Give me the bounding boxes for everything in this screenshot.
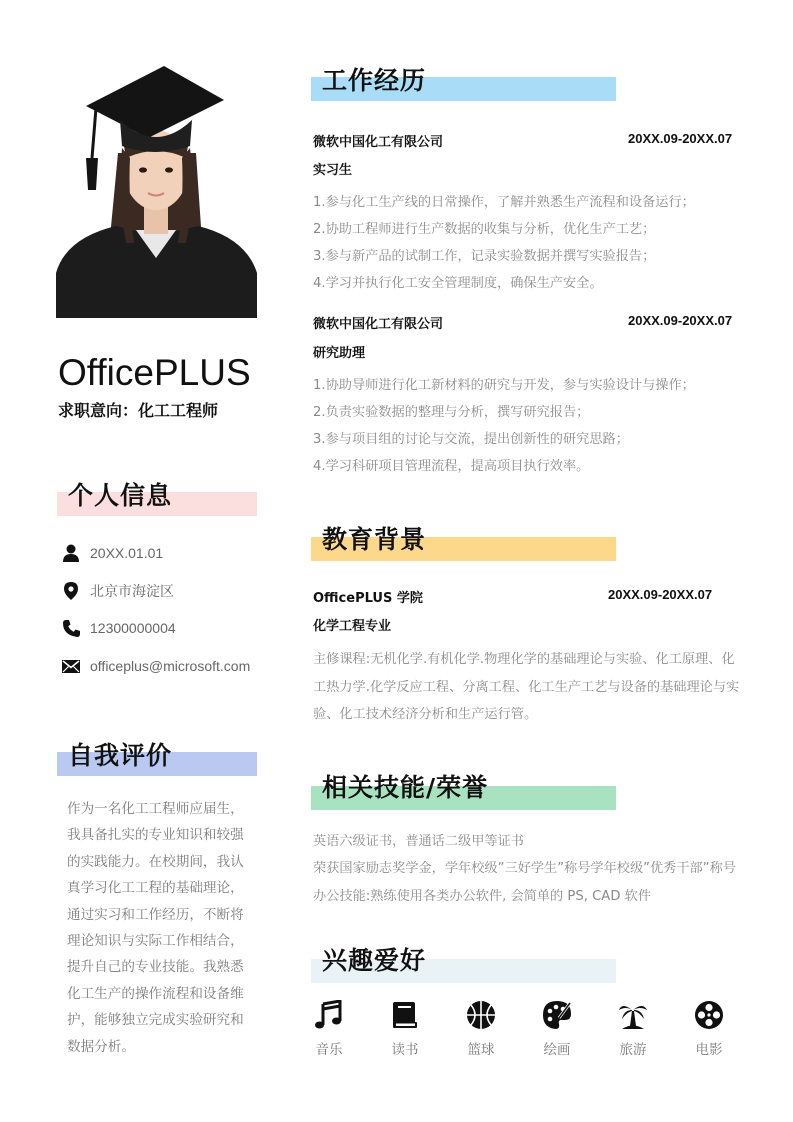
phone-text: 12300000004 [90,620,176,636]
list-item: 4.学习并执行化工安全管理制度，确保生产安全。 [313,276,603,291]
contact-location [60,581,174,601]
film-reel-icon [679,1000,739,1030]
education-date: 20XX.09-20XX.07 [608,587,713,602]
phone-icon [60,618,82,638]
list-item: 1.参与化工生产线的日常操作，了解并熟悉生产流程和设备运行； [313,195,695,210]
list-item: 3.参与项目组的讨论与交流，提出创新性的研究思路； [313,432,629,447]
hobby-painting [527,1000,587,1058]
list-item: 3.参与新产品的试制工作，记录实验数据并撰写实验报告； [313,249,656,264]
job-2-date: 20XX.09-20XX.07 [628,313,733,328]
hobby-label: 音乐 [315,1042,343,1058]
hobby-label: 绘画 [543,1042,571,1058]
email-icon [60,656,82,676]
skills-title: 相关技能/荣誉 [322,773,489,802]
hobby-movie [679,1000,739,1058]
skills-line-1: 英语六级证书，普通话二级甲等证书 [313,834,524,849]
music-icon [299,1000,359,1030]
birthdate-text: 20XX.01.01 [90,545,164,561]
hobby-music [299,1000,359,1058]
hobby-label: 旅游 [619,1042,647,1058]
palm-tree-icon [603,1000,663,1030]
profile-photo [56,58,257,318]
hobbies-title: 兴趣爱好 [322,946,427,975]
experience-title: 工作经历 [322,66,427,95]
contact-birthdate [60,543,163,563]
email-text[interactable]: officeplus@microsoft.com [90,658,251,674]
self-eval-text: 作为一名化工工程师应届生，我具备扎实的专业知识和较强的实践能力。在校期间，我认真学习化工工程的基础理论，通过实习和工作经历，不断将理论知识与实际工作相结合，提升自己的专业技能。我熟悉化工生产的操作流程和设备维护，能够独立完成实验研究和数据分析。 [67,801,244,1055]
education-school: OfficePLUS 学院 [313,591,423,606]
list-item: 1.协助导师进行化工新材料的研究与开发，参与实验设计与操作； [313,378,695,393]
hobby-label: 篮球 [467,1042,495,1058]
list-item: 2.负责实验数据的整理与分析，撰写研究报告； [313,405,590,420]
hobby-basketball [451,1000,511,1058]
hobby-label: 读书 [391,1042,419,1058]
job-2-role: 研究助理 [313,346,366,361]
hobby-reading [375,1000,435,1058]
job-1-role: 实习生 [313,163,353,178]
candidate-name: OfficePLUS [58,352,251,393]
personal-info-title: 个人信息 [68,481,173,510]
education-courses: 主修课程:无机化学.有机化学.物理化学的基础理论与实验、化工原理、化工热力学.化学反应工程、分离工程、化工生产工艺与设备的基础理论与实验、化工技术经济分析和生产运行管。 [313,652,740,722]
job-2-company: 微软中国化工有限公司 [313,317,444,332]
job-1-company: 微软中国化工有限公司 [313,135,444,150]
list-item: 2.协助工程师进行生产数据的收集与分析，优化生产工艺； [313,222,656,237]
education-major: 化学工程专业 [313,619,392,634]
list-item: 4.学习科研项目管理流程，提高项目执行效率。 [313,459,590,474]
basketball-icon [451,1000,511,1030]
job-2-duties [313,372,743,480]
location-pin-icon [60,581,82,601]
contact-phone [60,618,176,638]
book-icon [375,1000,435,1030]
contact-email[interactable] [60,656,250,676]
self-eval-title: 自我评价 [68,741,173,770]
skills-line-2: 荣获国家励志奖学金，学年校级”三好学生”称号学年校级”优秀干部”称号 办公技能:熟练使用各类办公软件, 会简单的 PS, CAD 软件 [313,861,736,904]
palette-icon [527,1000,587,1030]
hobby-label: 电影 [695,1042,723,1058]
education-title: 教育背景 [322,525,427,554]
user-icon [60,543,82,563]
job-1-date: 20XX.09-20XX.07 [628,131,733,146]
hobby-travel [603,1000,663,1058]
job-target: 求职意向：化工工程师 [58,401,219,420]
job-1-duties [313,189,743,297]
location-text: 北京市海淀区 [90,583,174,599]
